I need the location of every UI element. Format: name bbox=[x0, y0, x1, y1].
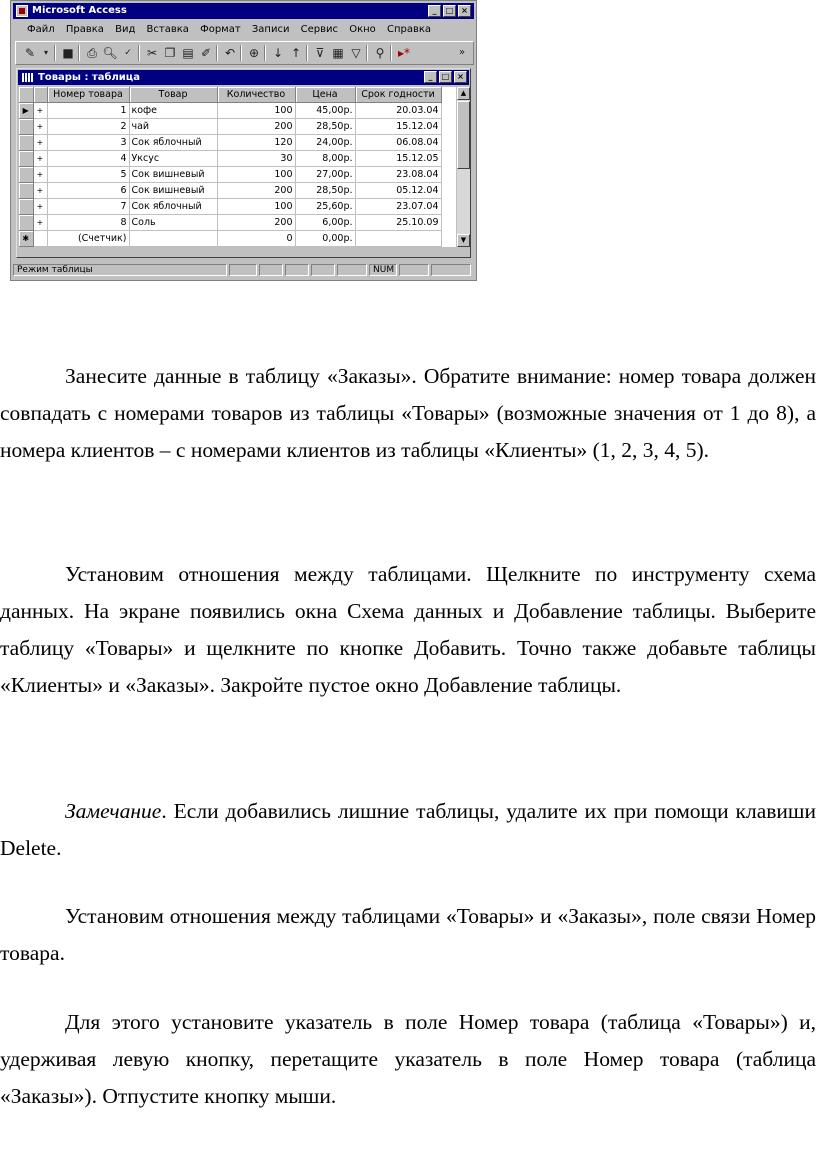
cell[interactable]: 200 bbox=[217, 215, 295, 231]
cell[interactable]: 8 bbox=[47, 215, 129, 231]
paragraph-1 bbox=[0, 358, 816, 469]
record-selector[interactable] bbox=[19, 183, 33, 199]
cell[interactable]: 20.03.04 bbox=[355, 103, 441, 119]
status-panel bbox=[285, 264, 309, 276]
paragraph-2-text: Установим отношения между таблицами. Щелкните по инструменту схема данных. На экране появились окна Схема данных и Добавление таблицы. Выберите таблицу «Товары» и щелкните по кнопке Добавить. Точно также добавьте таблицы «Клиенты» и «Заказы». Закройте пустое окно Добавление таблицы. bbox=[0, 562, 816, 697]
more-buttons-icon[interactable]: » bbox=[458, 47, 466, 58]
cell[interactable]: 200 bbox=[217, 119, 295, 135]
cell[interactable]: 100 bbox=[217, 199, 295, 215]
status-panel bbox=[259, 264, 283, 276]
cell[interactable]: 06.08.04 bbox=[355, 135, 441, 151]
filter-selection-icon[interactable]: ⊽ bbox=[315, 46, 325, 60]
cell[interactable]: Сок вишневый bbox=[129, 167, 217, 183]
cut-icon[interactable]: ✂ bbox=[146, 46, 158, 60]
table-row bbox=[19, 167, 441, 183]
cell[interactable] bbox=[129, 231, 217, 247]
cell[interactable]: 6,00р. bbox=[295, 215, 355, 231]
cell[interactable]: Соль bbox=[129, 215, 217, 231]
menu-bar bbox=[13, 21, 474, 38]
remark-label: Замечание bbox=[65, 799, 162, 823]
expand-icon[interactable]: + bbox=[33, 135, 47, 151]
menu-insert[interactable]: Вставка bbox=[146, 24, 189, 35]
status-panel bbox=[399, 264, 429, 276]
datasheet-grid bbox=[19, 87, 456, 247]
hyperlink-icon[interactable]: ⊕ bbox=[248, 46, 260, 60]
cell[interactable]: 45,00р. bbox=[295, 103, 355, 119]
table-row bbox=[19, 119, 441, 135]
cell[interactable]: 100 bbox=[217, 103, 295, 119]
select-all-corner[interactable] bbox=[19, 87, 33, 103]
paragraph-3-text: . Если добавились лишние таблицы, удалите их при помощи клавиши Delete. bbox=[0, 799, 816, 860]
paragraph-4 bbox=[0, 898, 816, 972]
expand-icon[interactable]: + bbox=[33, 199, 47, 215]
new-record-selector[interactable]: ✱ bbox=[19, 231, 33, 247]
paragraph-1-text: Занесите данные в таблицу «Заказы». Обратите внимание: номер товара должен совпадать с номерами товаров из таблицы «Товары» (возможные значения от 1 до 8), а номера клиентов – с номерами клиентов из таблицы «Клиенты» (1, 2, 3, 4, 5). bbox=[0, 364, 816, 462]
close-icon[interactable]: × bbox=[458, 5, 471, 17]
record-selector[interactable] bbox=[19, 167, 33, 183]
datasheet-icon bbox=[22, 73, 33, 82]
cell[interactable]: 15.12.05 bbox=[355, 151, 441, 167]
cell[interactable]: 24,00р. bbox=[295, 135, 355, 151]
cell[interactable]: 2 bbox=[47, 119, 129, 135]
save-icon[interactable]: ■ bbox=[62, 46, 74, 60]
table-row bbox=[19, 103, 441, 119]
cell[interactable]: кофе bbox=[129, 103, 217, 119]
paragraph-4-text: Установим отношения между таблицами «Товары» и «Заказы», поле связи Номер товара. bbox=[0, 904, 816, 965]
maximize-icon[interactable]: □ bbox=[439, 71, 452, 83]
expand-header bbox=[33, 87, 47, 103]
sort-desc-icon[interactable]: ↑ bbox=[290, 46, 302, 60]
status-panel bbox=[311, 264, 335, 276]
cell[interactable]: 1 bbox=[47, 103, 129, 119]
apply-filter-icon[interactable]: ▽ bbox=[351, 46, 361, 60]
cell[interactable]: 6 bbox=[47, 183, 129, 199]
scroll-up-icon[interactable]: ▲ bbox=[457, 87, 470, 100]
table-row bbox=[19, 135, 441, 151]
cell[interactable]: 7 bbox=[47, 199, 129, 215]
table-window-titlebar bbox=[18, 70, 469, 85]
expand-icon[interactable]: + bbox=[33, 215, 47, 231]
paragraph-5-text: Для этого установите указатель в поле Номер товара (таблица «Товары») и, удерживая левую кнопку, перетащите указатель в поле Номер товара (таблица «Заказы»). Отпустите кнопку мыши. bbox=[0, 1010, 816, 1108]
table-row bbox=[19, 183, 441, 199]
scroll-down-icon[interactable]: ▼ bbox=[457, 234, 470, 247]
cell[interactable] bbox=[355, 231, 441, 247]
col-header-id[interactable]: Номер товара bbox=[47, 87, 129, 103]
col-header-expiry[interactable]: Срок годности bbox=[355, 87, 441, 103]
menu-format[interactable]: Формат bbox=[200, 24, 241, 35]
spell-icon[interactable]: ✓ bbox=[124, 48, 132, 58]
table-window bbox=[16, 68, 471, 258]
cell[interactable]: 100 bbox=[217, 167, 295, 183]
cell[interactable]: Сок яблочный bbox=[129, 135, 217, 151]
print-icon[interactable]: ⎙ bbox=[87, 46, 97, 60]
table-row bbox=[19, 215, 441, 231]
record-selector[interactable] bbox=[19, 199, 33, 215]
cell[interactable]: (Счетчик) bbox=[47, 231, 129, 247]
cell[interactable]: 05.12.04 bbox=[355, 183, 441, 199]
minimize-icon[interactable]: _ bbox=[428, 5, 441, 17]
paragraph-5 bbox=[0, 1004, 816, 1115]
cell[interactable]: 0 bbox=[217, 231, 295, 247]
status-panel bbox=[229, 264, 257, 276]
cell[interactable]: 23.08.04 bbox=[355, 167, 441, 183]
cell[interactable]: 4 bbox=[47, 151, 129, 167]
view-icon[interactable]: ✎ bbox=[24, 46, 36, 60]
cell[interactable]: 28,50р. bbox=[295, 183, 355, 199]
expand-icon[interactable]: + bbox=[33, 103, 47, 119]
cell[interactable]: 27,00р. bbox=[295, 167, 355, 183]
menu-help[interactable]: Справка bbox=[386, 24, 432, 35]
minimize-icon[interactable]: _ bbox=[424, 71, 437, 83]
expand-icon[interactable]: + bbox=[33, 151, 47, 167]
cell[interactable]: 25.10.09 bbox=[355, 215, 441, 231]
table-row bbox=[19, 151, 441, 167]
cell[interactable]: 30 bbox=[217, 151, 295, 167]
cell[interactable]: Сок вишневый bbox=[129, 183, 217, 199]
cell[interactable]: 3 bbox=[47, 135, 129, 151]
record-selector[interactable] bbox=[19, 135, 33, 151]
paragraph-2 bbox=[0, 556, 816, 704]
app-titlebar bbox=[13, 3, 474, 19]
close-icon[interactable]: × bbox=[454, 71, 467, 83]
cell[interactable]: 15.12.04 bbox=[355, 119, 441, 135]
menu-window[interactable]: Окно bbox=[349, 24, 376, 35]
find-icon[interactable]: ⚲ bbox=[375, 46, 385, 60]
access-screenshot bbox=[10, 0, 477, 281]
new-record-icon[interactable]: ▸* bbox=[397, 46, 411, 60]
col-header-price[interactable]: Цена bbox=[295, 87, 355, 103]
menu-tools[interactable]: Сервис bbox=[300, 24, 339, 35]
record-selector[interactable] bbox=[19, 215, 33, 231]
preview-icon[interactable]: 🔍︎ bbox=[102, 46, 118, 60]
status-mode: Режим таблицы bbox=[13, 264, 227, 276]
menu-file[interactable]: Файл bbox=[27, 24, 55, 35]
expand-icon[interactable]: + bbox=[33, 167, 47, 183]
cell[interactable]: 28,50р. bbox=[295, 119, 355, 135]
cell[interactable]: 25,60р. bbox=[295, 199, 355, 215]
status-bar bbox=[13, 262, 474, 278]
app-title: Microsoft Access bbox=[32, 5, 127, 16]
cell[interactable]: 5 bbox=[47, 167, 129, 183]
status-panel bbox=[431, 264, 471, 276]
record-navigation-bar bbox=[19, 248, 456, 257]
menu-records[interactable]: Записи bbox=[251, 24, 290, 35]
maximize-icon[interactable]: □ bbox=[443, 5, 456, 17]
cell[interactable]: 0,00р. bbox=[295, 231, 355, 247]
new-record-row bbox=[19, 231, 441, 247]
cell[interactable]: чай bbox=[129, 119, 217, 135]
scroll-thumb[interactable] bbox=[457, 101, 470, 169]
paragraph-3 bbox=[0, 793, 816, 867]
cell[interactable]: 8,00р. bbox=[295, 151, 355, 167]
record-selector[interactable] bbox=[19, 119, 33, 135]
cell[interactable]: 23.07.04 bbox=[355, 199, 441, 215]
vertical-scrollbar[interactable] bbox=[457, 87, 470, 247]
menu-edit[interactable]: Правка bbox=[65, 24, 104, 35]
cell[interactable]: 120 bbox=[217, 135, 295, 151]
paste-icon[interactable]: ▤ bbox=[182, 46, 194, 60]
col-header-quantity[interactable]: Количество bbox=[217, 87, 295, 103]
status-num: NUM bbox=[369, 264, 397, 276]
copy-icon[interactable]: ❐ bbox=[164, 46, 176, 60]
menu-view[interactable]: Вид bbox=[115, 24, 136, 35]
cell[interactable]: Сок яблочный bbox=[129, 199, 217, 215]
status-panel bbox=[337, 264, 367, 276]
table-window-title: Товары : таблица bbox=[38, 72, 140, 83]
filter-form-icon[interactable]: ▦ bbox=[332, 46, 344, 60]
header-row bbox=[19, 87, 441, 103]
table-row bbox=[19, 199, 441, 215]
sort-asc-icon[interactable]: ↓ bbox=[272, 46, 284, 60]
undo-icon[interactable]: ↶ bbox=[224, 46, 236, 60]
expand-icon[interactable]: + bbox=[33, 183, 47, 199]
col-header-product[interactable]: Товар bbox=[129, 87, 217, 103]
access-logo-icon bbox=[16, 5, 28, 17]
expand-icon[interactable]: + bbox=[33, 119, 47, 135]
toolbar bbox=[15, 41, 474, 65]
format-painter-icon[interactable]: ✐ bbox=[200, 46, 212, 60]
cell[interactable]: 200 bbox=[217, 183, 295, 199]
record-selector[interactable]: ▶ bbox=[19, 103, 33, 119]
cell[interactable]: Уксус bbox=[129, 151, 217, 167]
record-selector[interactable] bbox=[19, 151, 33, 167]
view-dropdown-icon[interactable]: ▾ bbox=[43, 48, 48, 57]
